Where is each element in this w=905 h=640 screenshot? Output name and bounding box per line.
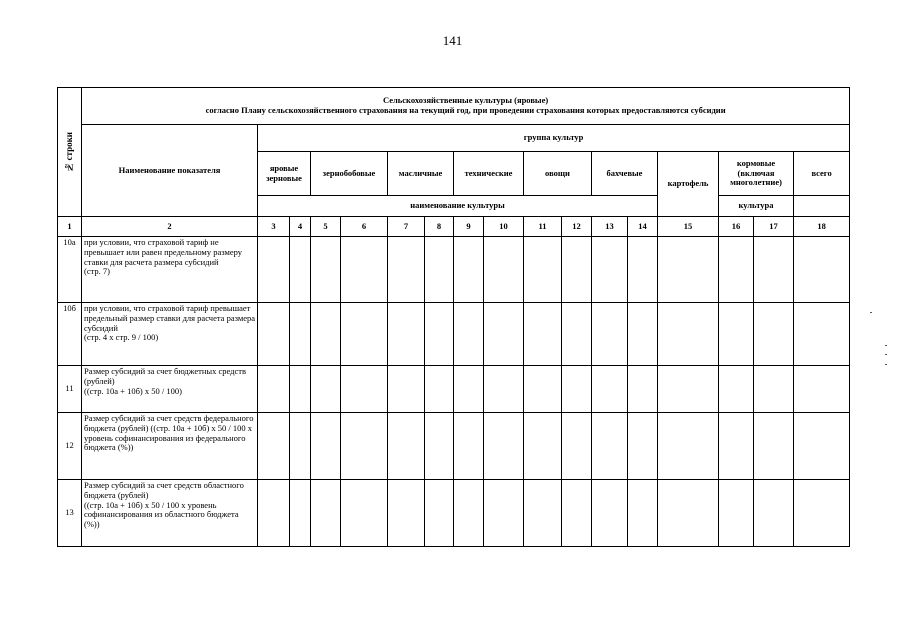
col-number: 14	[628, 217, 658, 237]
table-row	[58, 413, 850, 480]
col-number: 18	[794, 217, 850, 237]
value-cell	[311, 237, 341, 303]
value-cell	[794, 413, 850, 480]
row-number: 10б	[58, 303, 82, 366]
value-cell	[524, 237, 562, 303]
column-number-row	[58, 217, 850, 237]
value-cell	[484, 366, 524, 413]
value-cell	[290, 480, 311, 547]
value-cell	[484, 413, 524, 480]
value-cell	[454, 480, 484, 547]
value-cell	[341, 413, 388, 480]
group-oilseeds: масличные	[388, 152, 454, 196]
value-cell	[794, 366, 850, 413]
group-technical: технические	[454, 152, 524, 196]
col-number: 12	[562, 217, 592, 237]
value-cell	[592, 480, 628, 547]
value-cell	[628, 237, 658, 303]
crop-header: культура	[719, 196, 794, 217]
row-description: Размер субсидий за счет бюджетных средств (рублей) ((стр. 10а + 10б) х 50 / 100)	[82, 366, 258, 413]
scan-mark	[885, 364, 887, 365]
value-cell	[628, 480, 658, 547]
value-cell	[562, 237, 592, 303]
value-cell	[628, 413, 658, 480]
value-cell	[341, 237, 388, 303]
row-description: при условии, что страховой тариф не превышает или равен предельному размеру ставки для расчета размера субсидий (стр. 7)	[82, 237, 258, 303]
value-cell	[719, 303, 754, 366]
col-number: 13	[592, 217, 628, 237]
col-number: 1	[58, 217, 82, 237]
table-title-line2: согласно Плану сельскохозяйственного страхования на текущий год, при проведении страхования которых предоставляются субсидии	[205, 105, 726, 115]
value-cell	[341, 480, 388, 547]
value-cell	[524, 303, 562, 366]
group-legumes: зернобобовые	[311, 152, 388, 196]
value-cell	[388, 413, 425, 480]
value-cell	[258, 237, 290, 303]
row-number: 11	[58, 366, 82, 413]
group-forage: кормовые (включая многолетние)	[719, 152, 794, 196]
scan-mark	[885, 354, 887, 355]
col-number: 8	[425, 217, 454, 237]
value-cell	[754, 237, 794, 303]
value-cell	[628, 303, 658, 366]
row-description: Размер субсидий за счет средств федерального бюджета (рублей) ((стр. 10а + 10б) х 50 / 100 х уровень софинансирования из федерального бюджета (%))	[82, 413, 258, 480]
value-cell	[524, 366, 562, 413]
group-melons: бахчевые	[592, 152, 658, 196]
value-cell	[484, 480, 524, 547]
value-cell	[592, 366, 628, 413]
row-number: 10а	[58, 237, 82, 303]
table-row	[58, 237, 850, 303]
row-number: 13	[58, 480, 82, 547]
value-cell	[425, 303, 454, 366]
col-number: 15	[658, 217, 719, 237]
col-number: 7	[388, 217, 425, 237]
scan-mark	[885, 345, 887, 346]
value-cell	[524, 480, 562, 547]
value-cell	[754, 413, 794, 480]
value-cell	[719, 413, 754, 480]
value-cell	[754, 303, 794, 366]
value-cell	[290, 413, 311, 480]
col-number: 11	[524, 217, 562, 237]
value-cell	[290, 237, 311, 303]
group-potato: картофель	[658, 152, 719, 217]
value-cell	[794, 237, 850, 303]
value-cell	[628, 366, 658, 413]
value-cell	[290, 303, 311, 366]
value-cell	[425, 237, 454, 303]
value-cell	[719, 237, 754, 303]
value-cell	[794, 303, 850, 366]
row-number-header: № строки	[64, 131, 75, 173]
group-total: всего	[794, 152, 850, 196]
value-cell	[719, 480, 754, 547]
value-cell	[454, 366, 484, 413]
value-cell	[592, 237, 628, 303]
value-cell	[388, 366, 425, 413]
value-cell	[311, 303, 341, 366]
value-cell	[454, 237, 484, 303]
value-cell	[754, 366, 794, 413]
value-cell	[562, 480, 592, 547]
col-number: 17	[754, 217, 794, 237]
value-cell	[258, 413, 290, 480]
col-number: 2	[82, 217, 258, 237]
col-number: 9	[454, 217, 484, 237]
indicator-header: Наименование показателя	[82, 125, 258, 217]
col-number: 4	[290, 217, 311, 237]
value-cell	[484, 237, 524, 303]
col-number: 16	[719, 217, 754, 237]
row-number-header-cell	[58, 88, 82, 217]
row-description: Размер субсидий за счет средств областного бюджета (рублей) ((стр. 10а + 10б) х 50 / 100 х уровень софинансирования из областного бюджета (%))	[82, 480, 258, 547]
value-cell	[592, 413, 628, 480]
value-cell	[311, 366, 341, 413]
col-number: 3	[258, 217, 290, 237]
table-title-line1: Сельскохозяйственные культуры (яровые)	[382, 95, 549, 106]
value-cell	[454, 303, 484, 366]
scan-mark	[870, 312, 872, 313]
table-body	[58, 237, 850, 547]
value-cell	[719, 366, 754, 413]
value-cell	[311, 413, 341, 480]
value-cell	[658, 480, 719, 547]
value-cell	[341, 366, 388, 413]
value-cell	[562, 366, 592, 413]
value-cell	[425, 413, 454, 480]
col-number: 5	[311, 217, 341, 237]
value-cell	[794, 480, 850, 547]
value-cell	[562, 413, 592, 480]
value-cell	[388, 237, 425, 303]
value-cell	[311, 480, 341, 547]
table-row	[58, 480, 850, 547]
value-cell	[425, 480, 454, 547]
page-number: 141	[442, 33, 463, 48]
subsidy-form-table	[57, 87, 850, 547]
value-cell	[258, 480, 290, 547]
value-cell	[592, 303, 628, 366]
value-cell	[258, 303, 290, 366]
table-row	[58, 303, 850, 366]
value-cell	[658, 237, 719, 303]
value-cell	[658, 303, 719, 366]
table-row	[58, 366, 850, 413]
value-cell	[562, 303, 592, 366]
value-cell	[388, 303, 425, 366]
value-cell	[425, 366, 454, 413]
group-vegetables: овощи	[524, 152, 592, 196]
group-spring-grain: яровые зерновые	[258, 152, 311, 196]
value-cell	[754, 480, 794, 547]
col-number: 6	[341, 217, 388, 237]
table-title	[82, 88, 850, 125]
value-cell	[454, 413, 484, 480]
crop-group-header: группа культур	[258, 125, 850, 152]
value-cell	[524, 413, 562, 480]
row-number: 12	[58, 413, 82, 480]
value-cell	[658, 366, 719, 413]
value-cell	[388, 480, 425, 547]
col-number: 10	[484, 217, 524, 237]
value-cell	[290, 366, 311, 413]
value-cell	[341, 303, 388, 366]
value-cell	[658, 413, 719, 480]
value-cell	[258, 366, 290, 413]
row-description: при условии, что страховой тариф превышает предельный размер ставки для расчета размера субсидий (стр. 4 х стр. 9 / 100)	[82, 303, 258, 366]
value-cell	[484, 303, 524, 366]
total-subheader-cell	[794, 196, 850, 217]
crop-name-header: наименование культуры	[258, 196, 658, 217]
